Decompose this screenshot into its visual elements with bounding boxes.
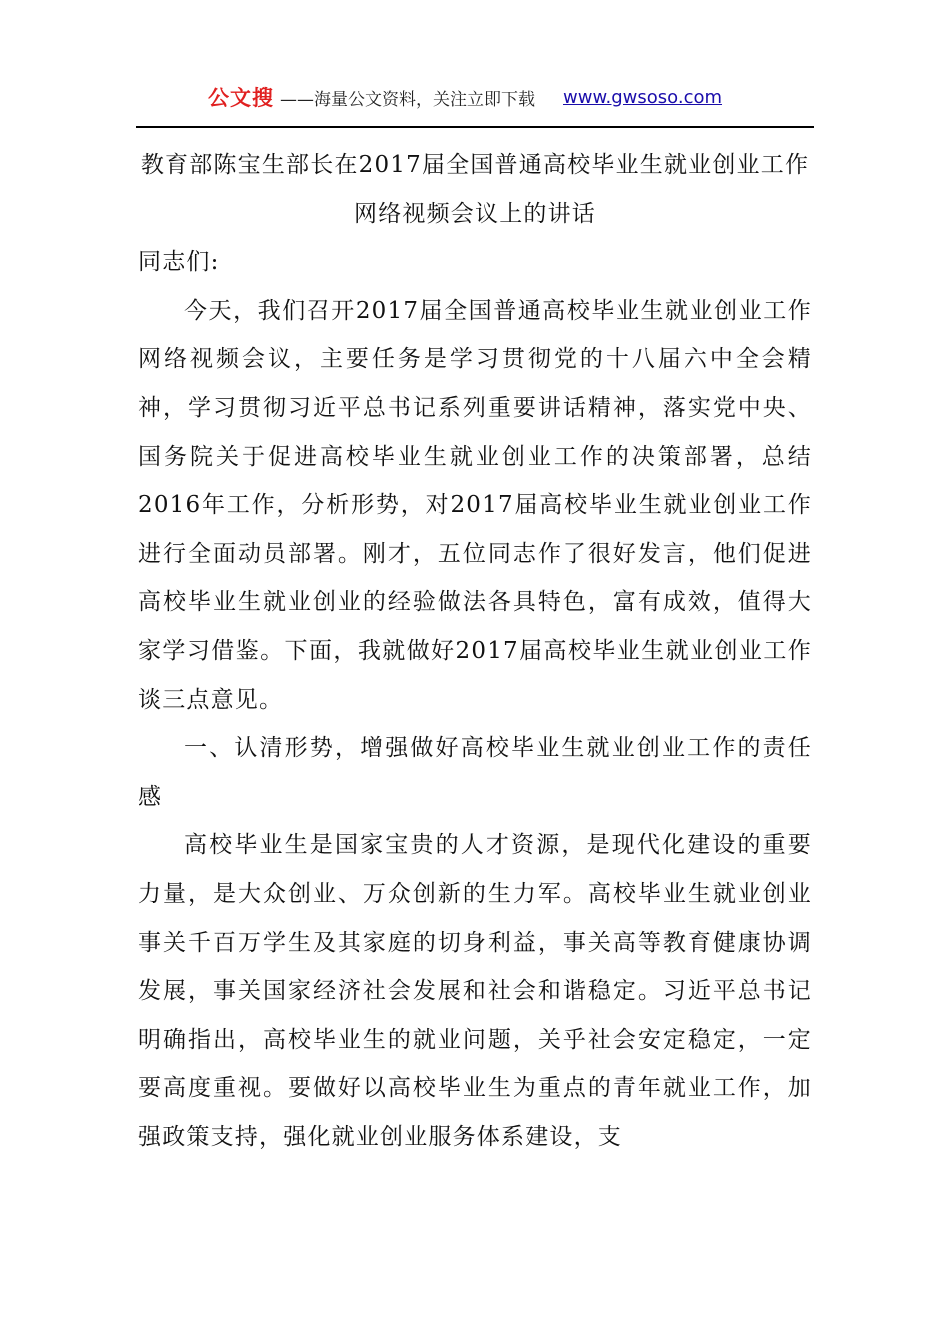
paragraph-intro: 今天，我们召开2017届全国普通高校毕业生就业创业工作网络视频会议，主要任务是学习贯彻党的十八届六中全会精神，学习贯彻习近平总书记系列重要讲话精神，落实党中央、国务院关于促进高校毕业生就业创业工作的决策部署，总结2016年工作，分析形势，对2017届高校毕业生就业创业工作进行全面动员部署。刚才，五位同志作了很好发言，他们促进高校毕业生就业创业的经验做法各具特色，富有成效，值得大家学习借鉴。下面，我就做好2017届高校毕业生就业创业工作谈三点意见。 [138,297,812,713]
salutation: 同志们: [138,249,220,276]
site-link[interactable]: www.gwsoso.com [563,86,723,108]
brand-logo-text[interactable]: 公文搜 [208,86,274,110]
header-tagline: ——海量公文资料，关注立即下载 [280,89,535,110]
document-body [138,141,812,1161]
document-title: 教育部陈宝生部长在2017届全国普通高校毕业生就业创业工作网络视频会议上的讲话 [140,152,810,227]
paragraph-section-1: 高校毕业生是国家宝贵的人才资源，是现代化建设的重要力量，是大众创业、万众创新的生力军。高校毕业生就业创业事关千百万学生及其家庭的切身利益，事关高等教育健康协调发展，事关国家经济社会发展和社会和谐稳定。习近平总书记明确指出，高校毕业生的就业问题，关乎社会安定稳定，一定要高度重视。要做好以高校毕业生为重点的青年就业工作，加强政策支持，强化就业创业服务体系建设，支 [138,832,812,1150]
site-header [136,82,814,112]
header-divider [136,126,814,128]
section-heading-1: 一、认清形势，增强做好高校毕业生就业创业工作的责任感 [138,735,812,810]
